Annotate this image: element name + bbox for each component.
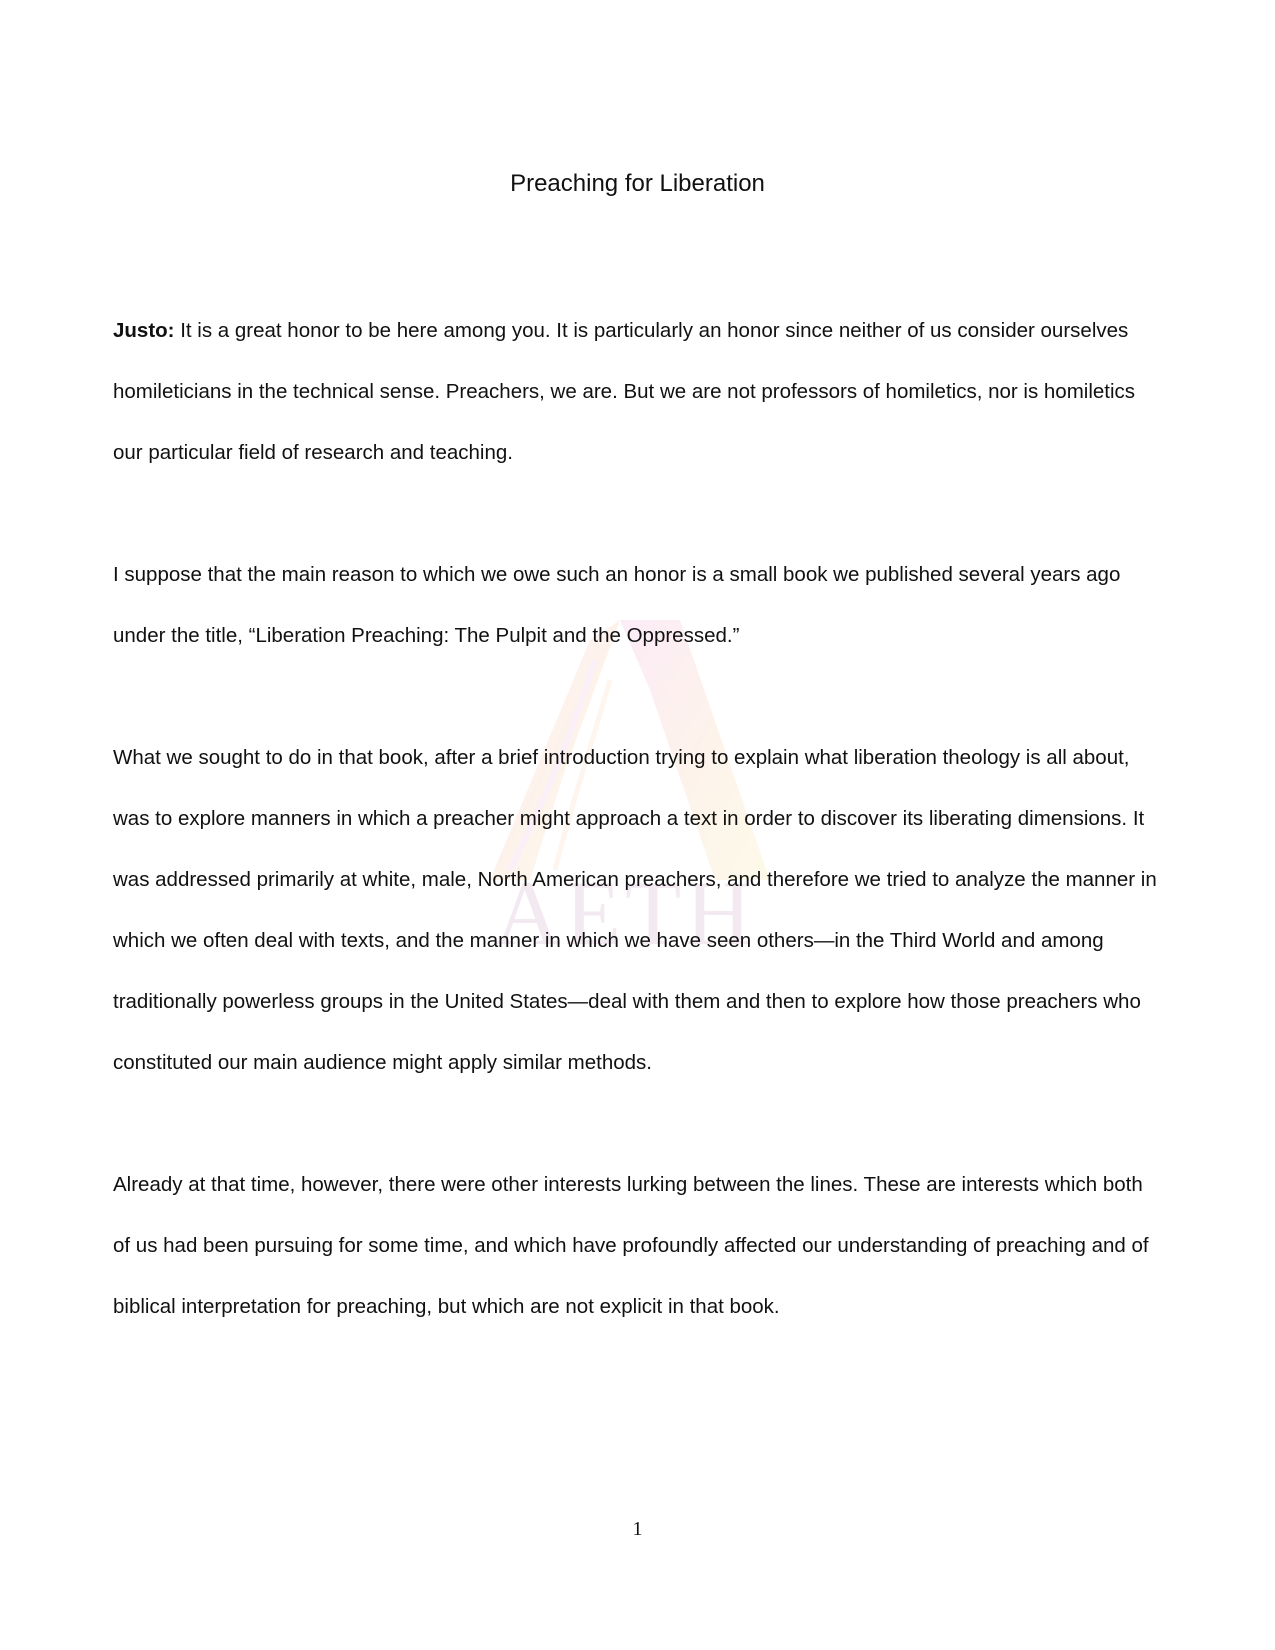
document-body (113, 300, 1163, 1398)
watermark-label: AETH (494, 862, 756, 964)
page-number: 1 (632, 1518, 643, 1540)
paragraph-3: What we sought to do in that book, after a brief introduction trying to explain what liberation theology is all about, was to explore manners in which a preacher might approach a text in order to discover its liberating dimensions. It was addressed primarily at white, male, North American preachers, and therefore we tried to analyze the manner in which we often deal with texts, and the manner in which we have seen others—in the Third World and among traditionally powerless groups in the United States—deal with them and then to explore how those preachers who constituted our main audience might apply similar methods. (113, 746, 1157, 1074)
document-title: Preaching for Liberation (510, 170, 765, 197)
paragraph-2: I suppose that the main reason to which we owe such an honor is a small book we published several years ago under the title, “Liberation Preaching: The Pulpit and the Oppressed.” (113, 563, 1121, 647)
paragraph-4: Already at that time, however, there were other interests lurking between the lines. These are interests which both of us had been pursuing for some time, and which have profoundly affected our understanding of preaching and of biblical interpretation for preaching, but which are not explicit in that book. (113, 1173, 1149, 1318)
speaker-label: Justo: (113, 319, 175, 342)
paragraph-1 (113, 300, 1163, 483)
paragraph-1-text: It is a great honor to be here among you. It is particularly an honor since neither of us consider ourselves homileticians in the technical sense. Preachers, we are. But we are not professors of homiletics, nor is homiletics our particular field of research and teaching. (113, 319, 1136, 464)
